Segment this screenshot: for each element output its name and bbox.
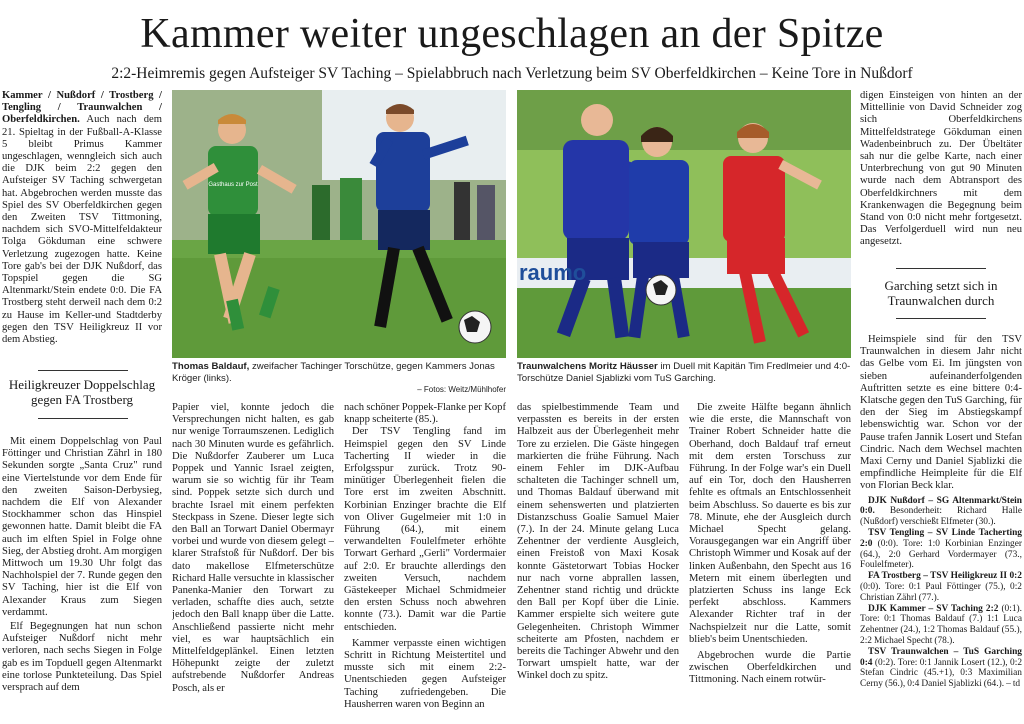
article-column-5 — [689, 402, 851, 724]
box-title-garching: Garching setzt sich in Traunwalchen durch — [884, 278, 998, 308]
box-rule-bottom — [896, 318, 986, 319]
subheadline: 2:2-Heimremis gegen Aufsteiger SV Taching – Spielabbruch nach Verletzung beim SV Oberfeldkirchen – Keine Tore in Nußdorf — [111, 65, 913, 82]
signature: – td — [1006, 679, 1021, 690]
box-rule-top — [896, 268, 986, 269]
result-item: DJK Nußdorf – SG Altenmarkt/Stein 0:0. Besonderheit: Richard Halle (Nußdorf) verschießt Elfmeter (30.). — [860, 495, 1022, 528]
result-item: FA Trostberg – TSV Heiligkreuz II 0:2 (0:0). Tore: 0:1 Paul Föttinger (75.), 0:2 Christian Zährl (77.). — [860, 571, 1022, 603]
article-column-2 — [172, 402, 334, 724]
paragraph: Heimspiele sind für den TSV Traunwalchen in diesem Jahr nicht das Gelbe vom Ei. Im jüngsten von sieben aufeinanderfolgenden Auftritten setzte es eine bittere 0:4-Klatsche gegen den TuS Garching, für den der Sieg im Abstiegskampf lebenswichtig war. Schon vor der Pause trafen Jannik Losert und Stefan Cindric. Nach dem Wechsel machten Maxi Cerny und Daniel Sjablizki die empfindliche Heimpleite für die Elf von Florian Beck klar. — [860, 334, 1022, 492]
article-column-4 — [517, 402, 679, 724]
paragraph: Mit einem Doppelschlag von Paul Föttinger und Christian Zährl in 180 Sekunden sorgte „Santa Cruz" rund eine Viertelstunde vor dem Ende für den zweiten Saison-Derbysieg, nachdem die Elf von Alexander Stockhammer schon das Hinspiel gewonnen hatte. Damit bleibt die FA auch im elften Spiel in Folge ohne Sieg, der Abstieg droht. Am morgigen Mittwoch um 19.30 Uhr folgt das Nachholspiel der 7. Runde gegen den SV Taching, hier ist die Elf von Alexander Kraus zum Siegen verdammt. — [2, 436, 162, 618]
intro-text: Auch nach dem 21. Spieltag in der Fußball-A-Klasse 5 bleibt Primus Kammer ungeschlagen, wenngleich sich auch die DJK beim 2:2 gegen den Aufsteiger SV Taching schwergetan hat. Abgebrochen werden musste das Spiel des SV Oberfeldkirchen gegen den Zweiten TSV Tittmoning, nachdem sich SVO-Mittelfeldakteur Tolga Gökduman eine schwere Verletzung zugezogen hatte. Keine Tore gab's bei der DJK Nußdorf, das Topspiel gegen die SG Altenmarkt/Stein endete 0:0. Die FA Trostberg steht derweil nach dem 0:2 zu Hause im Keller-und Stadtderby gegen den TSV Heiligkreuz II vor dem Abstieg. — [2, 114, 162, 346]
box-rule-top — [38, 370, 128, 371]
paragraph: digen Einsteigen von hinten an der Mittellinie von David Schneider zog sich Oberfeldkirchens Mittelfeldstratege Gökduman einen Wadenbeinbruch zu. Der Übeltäter sah nur die gelbe Karte, nach einer Unterbrechung von gut 90 Minuten wurde nach dem Abtransport des Oberfeldkirchners mit dem Krankenwagen die Begegnung beim Stand von 0:0 nicht mehr fortgesetzt. Das Verfolgerduell wird nun neu angesetzt. — [860, 90, 1022, 248]
caption-text: zweifacher Tachinger Torschütze, gegen Kammers Jonas Kröger (links). — [172, 361, 495, 384]
paragraph: Der TSV Tengling fand im Heimspiel gegen den SV Linde Tacherting II wieder in die Erfolgsspur zurück. Trotz 90-minütiger Überlegenheit fielen die Tore erst im zweiten Abschnitt. Korbinian Enzinger brachte die Elf von Oliver Gugelmeier mit 1:0 in Führung (64.), mit einem verwandelten Foulelfmeter erhöhte Torwart Gerhard „Gerli" Vordermaier auf 2:0. Er brauchte allerdings den zweiten Versuch, nachdem Gästekeeper Michael Schmidmeier den ersten Schuss noch abwehren konnte (73.). Damit war die Partie entschieden. — [344, 426, 506, 633]
caption-text: im Duell mit Kapitän Tim Fredlmeier und 4:0-Torschütze Daniel Sjablizki vom TuS Garching. — [517, 361, 851, 384]
result-item: TSV Tengling – SV Linde Tacherting 2:0 (0:0). Tore: 1:0 Korbinian Enzinger (64.), 2:0 Gerhard Vordermayer (73., Foulelfmeter). — [860, 528, 1022, 571]
photo-caption-1 — [172, 361, 506, 396]
result-item: TSV Traunwalchen – TuS Garching 0:4 (0:2). Tore: 0:1 Jannik Losert (12.), 0:2 Stefan Cindric (45.+1), 0:3 Maximilian Cerny (56.), 0:4 Daniel Sjablizki (64.). – td — [860, 646, 1022, 690]
paragraph: Die zweite Hälfte begann ähnlich wie die erste, die Mannschaft von Trainer Robert Schneider hatte die Oberhand, doch Baldauf traf erneut mit dem ersten Torschuss zur Führung. In der Folge war's ein Duell auf ein Tor, doch den Hausherren fehlte es oftmals an Entschlossenheit beim Abschluss. So dauerte es bis zur 78. Minute, ehe der Ausgleich durch Michael Specht gelang. Vorausgegangen war ein Angriff über Christoph Wimmer und Kosak auf der linken Außenbahn, den Specht aus 16 Metern mit einem überlegten und platzierten Schuss ins lange Eck perfekt abschloss. Kammers Alexander Richter traf in der Nachspielzeit nur die Latte, somit blieb's beim Unentschieden. — [689, 402, 851, 645]
photo-haeusser — [517, 90, 851, 358]
box-title-heiligkreuz: Heiligkreuzer Doppelschlag gegen FA Trostberg — [8, 377, 156, 407]
paragraph: nach schöner Poppek-Flanke per Kopf knapp scheiterte (85.). — [344, 402, 506, 426]
results-list — [860, 496, 1022, 690]
paragraph: Abgebrochen wurde die Partie zwischen Oberfeldkirchen und Tittmoning. Nach einem rotwür- — [689, 650, 851, 686]
caption-name: Thomas Baldauf, — [172, 361, 250, 372]
banner-text: raumo — [519, 260, 587, 285]
article-column-6b — [860, 334, 1022, 724]
shirt-sponsor: Gasthaus zur Post — [208, 182, 258, 188]
result-item: DJK Kammer – SV Taching 2:2 (0:1). Tore: 0:1 Thomas Baldauf (7.) 1:1 Luca Zehentner (24.), 1:2 Thomas Baldauf (55.), 2:2 Michael Specht (78.). — [860, 603, 1022, 646]
caption-name: Traunwalchens Moritz Häusser — [517, 361, 658, 372]
article-column-3 — [344, 402, 506, 724]
article-column-6a — [860, 90, 1022, 260]
box-rule-bottom — [38, 418, 128, 419]
article-column-1 — [2, 90, 162, 358]
paragraph: Elf Begegnungen hat nun schon Aufsteiger Nußdorf nicht mehr verloren, nach sechs Siegen in Folge gab es im Topduell gegen Altenmarkt eine torlose Punkteteilung. Das Spiel versprach auf dem — [2, 621, 162, 694]
paragraph: Papier viel, konnte jedoch die Versprechungen nicht halten, es gab nur wenige Torraumszenen. Lediglich nach 30 Minuten wurde es gefährlich. Die Nußdorfer Zauberer um Luca Poppek und Yannic Israel zeigten, warum sie so wichtig für ihr Team sind. Poppek setzte sich durch und brachte Israel mit einem perfekten Steckpass in Szene. Dieser legte sich den Ball an Torwart Daniel Obermayr vorbei und wurde von diesem gelegt – klarer Strafstoß für Nußdorf. Der bis dato makellose Elfmeterschütze Richard Halle versuchte in klassischer Panenka-Manier den Torwart zu verladen, schaffte dies auch, setzte jedoch den Ball knapp über die Latte. Anschließend passierte nicht mehr viel, es war hauptsächlich ein Mittelfeldgeplänkel. Einen letzten Höhepunkt zeigte der zuletzt aufstrebende Nußdorfer Andreas Posch, als er — [172, 402, 334, 694]
dateline: Kammer / Nußdorf / Trostberg / Tengling / Traunwalchen / Oberfeldkirchen. — [2, 90, 162, 126]
photo-credit: – Fotos: Weitz/Mühlhofer — [417, 385, 506, 394]
paragraph: das spielbestimmende Team und verpassten es bereits in der ersten Halbzeit aus der Überlegenheit mehr Tore zu erzielen. Die Gäste hingegen markierten die frühe Führung. Nach einem Fehler im DJK-Aufbau schalteten die Tachinger schnell um, und Thomas Baldauf überwand mit einem sehenswerten und platzierten Distanzschuss Goalie Samuel Maier (7.). In der 24. Minute gelang Luca Zehentner der verdiente Ausgleich, einen Freistoß von Maxi Kosak konnte Gästetorwart Tobias Hocker nur nach vorne abprallen lassen, Zehentner stand richtig und drückte den Ball per Kopf über die Linie. Kammer erspielte sich weitere gute Gelegenheiten. Christoph Wimmer scheiterte am Pfosten, nachdem er bereits die Tachinger Abwehr und den Torwart umspielt hatte, war der Winkel doch zu spitz. — [517, 402, 679, 682]
article-column-1b — [2, 436, 162, 724]
photo-baldauf — [172, 90, 506, 358]
photo-caption-2 — [517, 361, 851, 385]
paragraph: Kammer verpasste einen wichtigen Schritt in Richtung Meistertitel und musste sich mit einem 2:2-Unentschieden gegen Aufsteiger Taching zufriedengeben. Die Hausherren waren von Beginn an — [344, 637, 506, 710]
headline: Kammer weiter ungeschlagen an der Spitze — [140, 11, 884, 57]
